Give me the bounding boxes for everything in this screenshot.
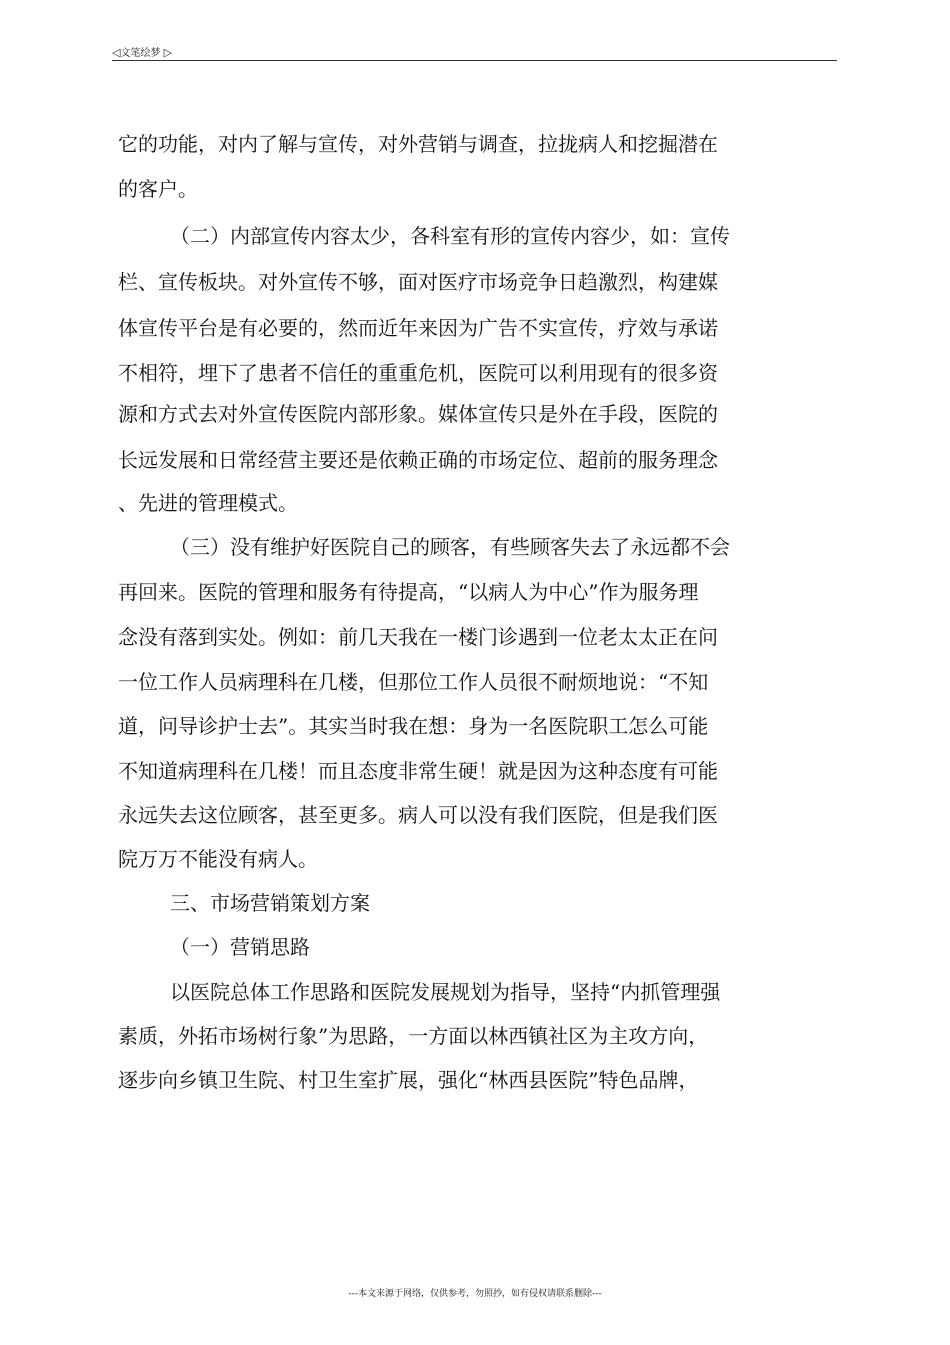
text-line: 、先进的管理模式。 xyxy=(118,491,298,515)
text-line: 念没有落到实处。例如：前几天我在一楼门诊遇到一位老太太正在问 xyxy=(118,625,718,649)
right-triangle-icon: ▷ xyxy=(163,46,173,59)
section-heading: 三、市场营销策划方案 xyxy=(170,891,370,915)
text-line: （三）没有维护好医院自己的顾客，有些顾客失去了永远都不会 xyxy=(170,535,730,559)
text-line: 不相符，埋下了患者不信任的重重危机，医院可以利用现有的很多资 xyxy=(118,361,718,385)
page-header xyxy=(112,44,172,59)
text-line: 不知道病理科在几楼！而且态度非常生硬！就是因为这种态度有可能 xyxy=(118,759,718,783)
text-line: 长远发展和日常经营主要还是依赖正确的市场定位、超前的服务理念 xyxy=(118,448,718,472)
header-divider xyxy=(112,60,837,61)
text-line: 体宣传平台是有必要的，然而近年来因为广告不实宣传，疗效与承诺 xyxy=(118,316,718,340)
page-footer-disclaimer: ---本文来源于网络，仅供参考，勿照抄，如有侵权请联系删除--- xyxy=(348,1289,602,1299)
text-line: 素质，外拓市场树行象”为思路，一方面以林西镇社区为主攻方向， xyxy=(118,1024,709,1048)
text-line: 源和方式去对外宣传医院内部形象。媒体宣传只是外在手段，医院的 xyxy=(118,402,718,426)
text-line: 再回来。医院的管理和服务有待提高，“以病人为中心”作为服务理 xyxy=(118,580,699,604)
text-line: 的客户。 xyxy=(118,177,198,201)
text-line: 栏、宣传板块。对外宣传不够，面对医疗市场竞争日趋激烈，构建媒 xyxy=(118,270,718,294)
left-triangle-icon: ◁ xyxy=(112,46,121,59)
text-line: （二）内部宣传内容太少，各科室有形的宣传内容少，如：宣传 xyxy=(170,224,730,248)
subsection-heading: （一）营销思路 xyxy=(170,935,310,959)
text-line: 院万万不能没有病人。 xyxy=(118,847,318,871)
header-title: 文笔绘梦 xyxy=(120,48,161,59)
text-line: 永远失去这位顾客，甚至更多。病人可以没有我们医院，但是我们医 xyxy=(118,803,718,827)
text-line: 一位工作人员病理科在几楼，但那位工作人员很不耐烦地说：“不知 xyxy=(118,670,709,694)
text-line: 道，问导诊护士去”。其实当时我在想：身为一名医院职工怎么可能 xyxy=(118,714,709,738)
text-line: 以医院总体工作思路和医院发展规划为指导，坚持“内抓管理强 xyxy=(170,980,721,1004)
text-line: 它的功能，对内了解与宣传，对外营销与调查，拉拢病人和挖掘潜在 xyxy=(118,132,718,156)
text-line: 逐步向乡镇卫生院、村卫生室扩展，强化“林西县医院”特色品牌， xyxy=(118,1068,699,1092)
